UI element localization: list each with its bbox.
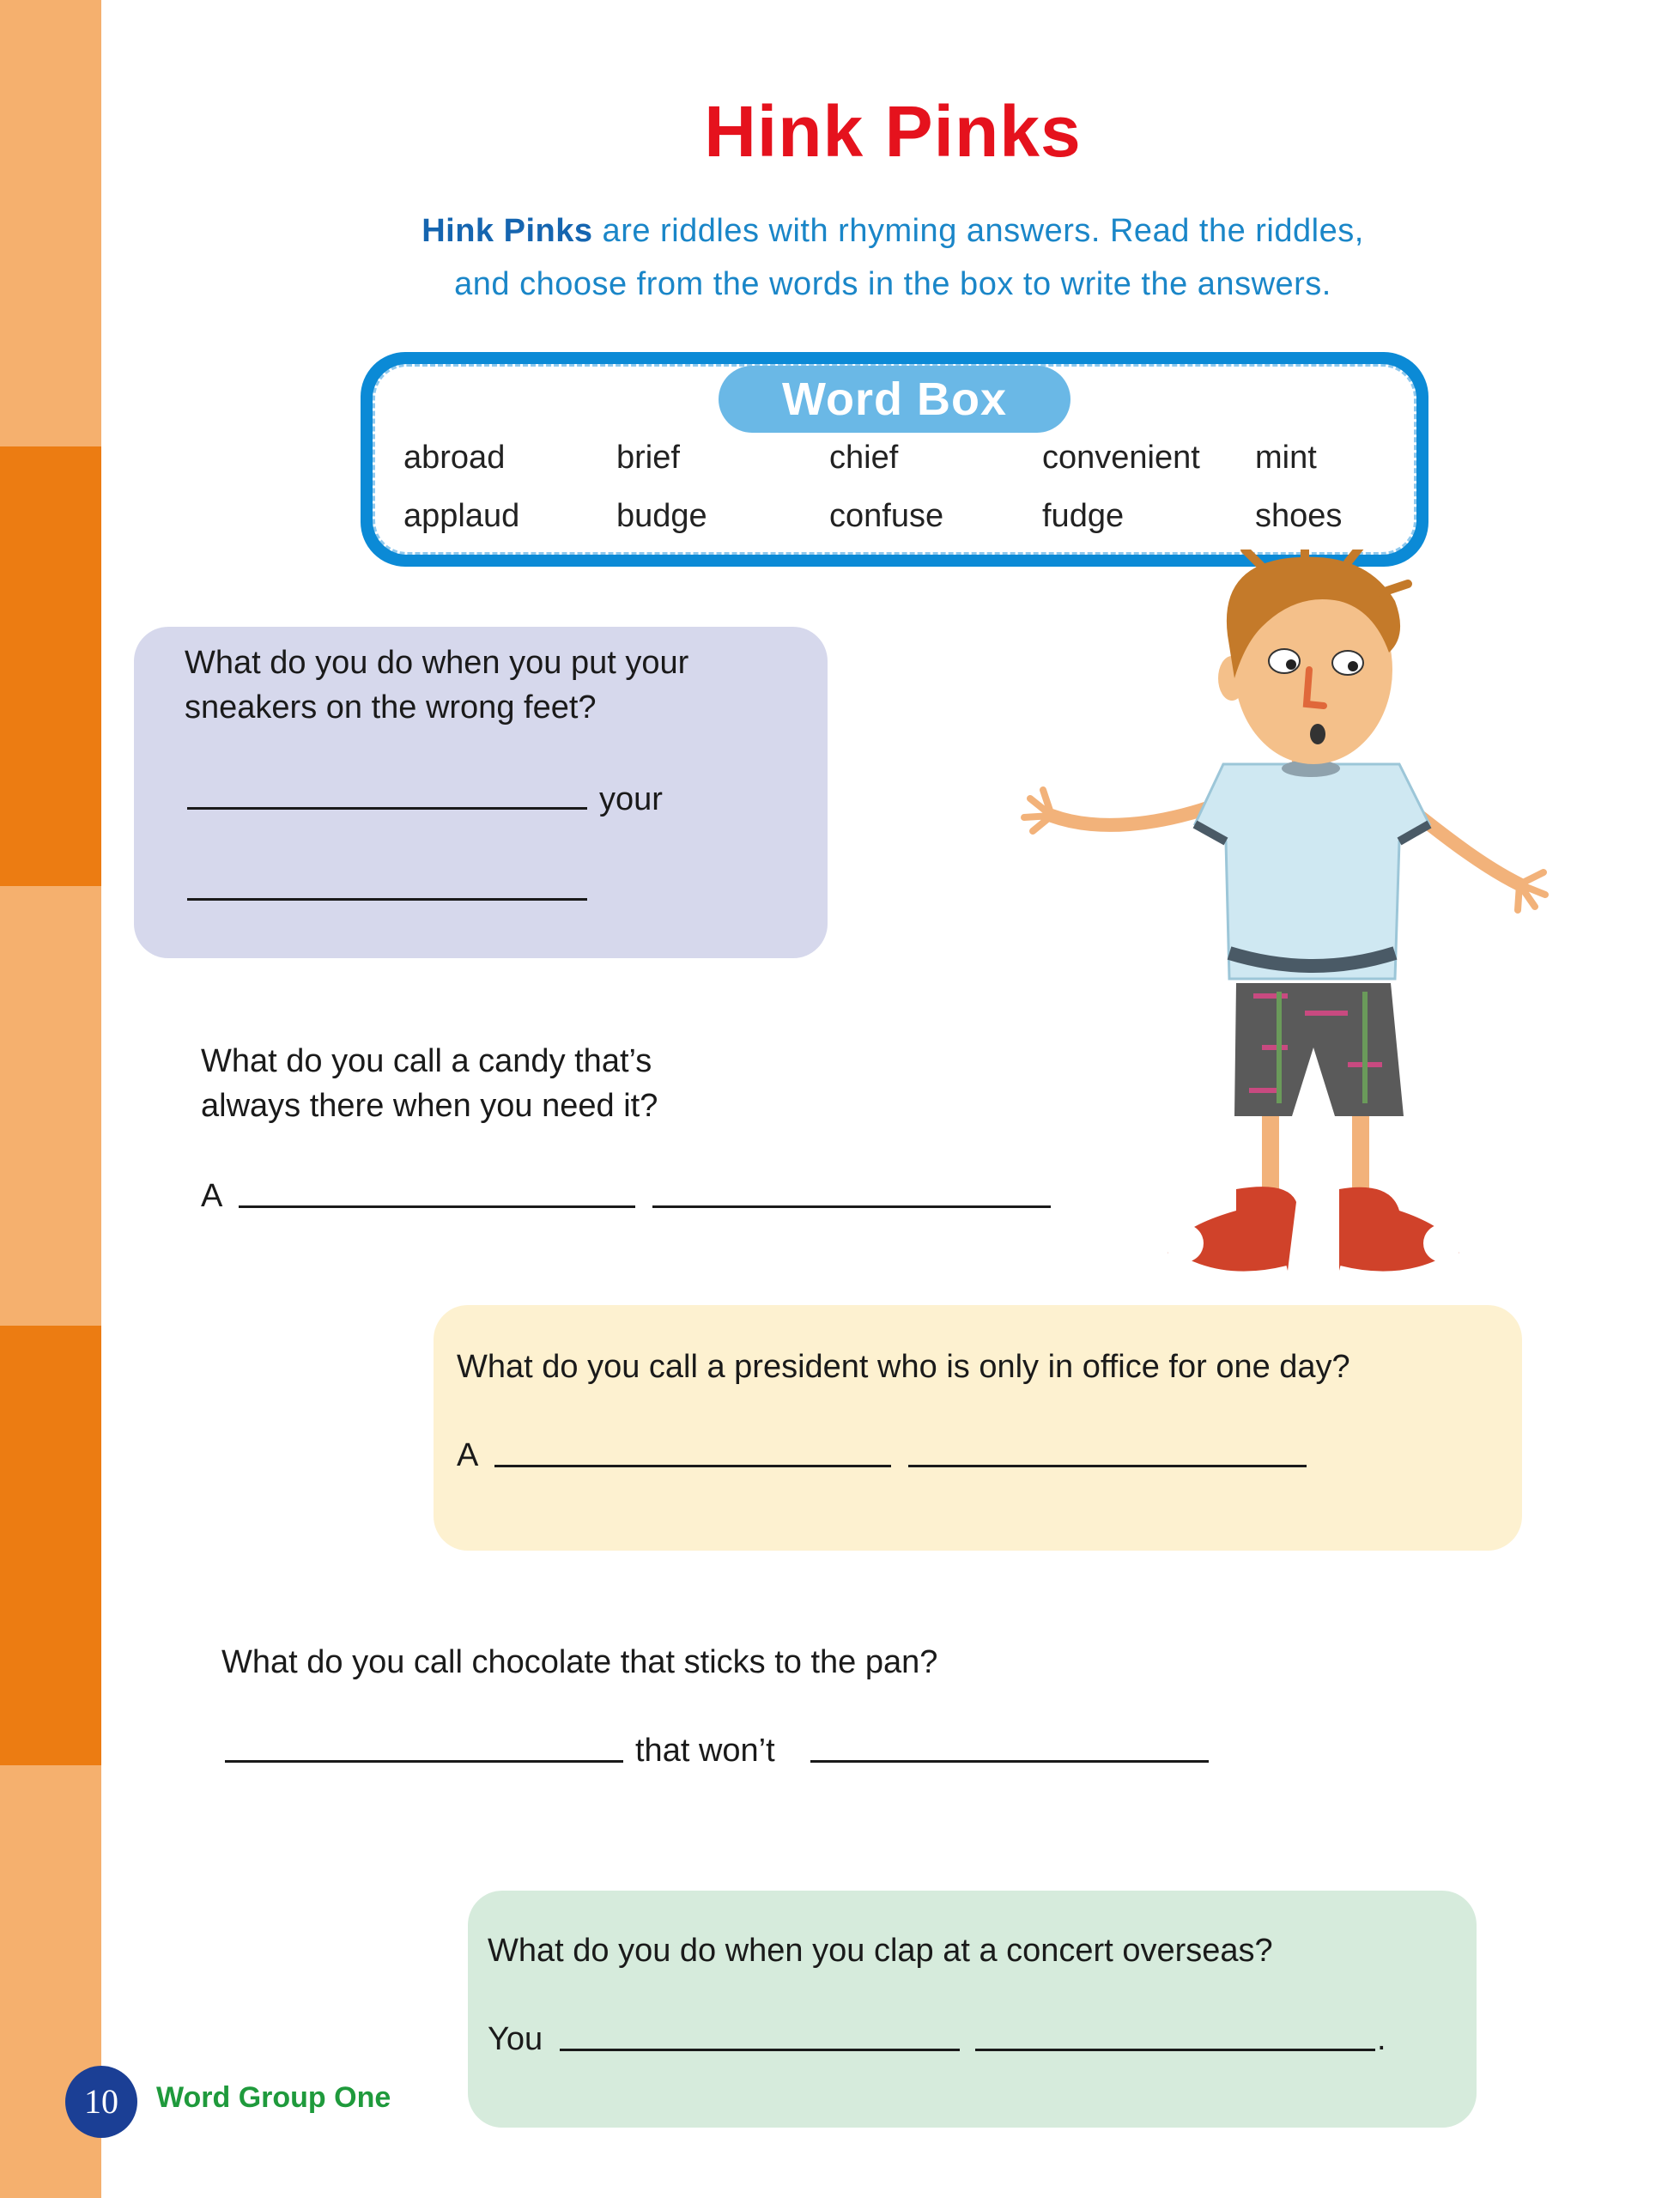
margin-stripe: [0, 886, 101, 1326]
answer-blank[interactable]: [810, 1760, 1209, 1763]
section-label: Word Group One: [156, 2081, 391, 2114]
word-item: applaud: [403, 498, 520, 534]
riddle-1-question: [185, 641, 688, 730]
answer-blank[interactable]: [908, 1465, 1307, 1467]
word-item: budge: [616, 498, 707, 534]
answer-blank[interactable]: [187, 898, 587, 901]
word-item: convenient: [1042, 440, 1200, 476]
word-item: shoes: [1255, 498, 1343, 534]
answer-blank[interactable]: [494, 1465, 891, 1467]
answer-blank[interactable]: [560, 2049, 960, 2051]
riddle-5-question: What do you do when you clap at a concert overseas?: [488, 1933, 1273, 1969]
riddle-2-question: [201, 1039, 658, 1128]
riddle-3-prefix: A: [457, 1437, 479, 1473]
margin-stripe: [0, 1326, 101, 1765]
margin-stripe: [0, 0, 101, 446]
answer-blank[interactable]: [652, 1205, 1051, 1208]
word-box: [361, 352, 1428, 567]
riddle-box-3: [434, 1305, 1522, 1551]
riddle-2-prefix: A: [201, 1178, 223, 1214]
word-item: fudge: [1042, 498, 1125, 534]
riddle-1-line2: sneakers on the wrong feet?: [185, 689, 597, 726]
answer-blank[interactable]: [239, 1205, 635, 1208]
page-title: Hink Pinks: [704, 91, 1082, 172]
riddle-4-question: What do you call chocolate that sticks to the pan?: [221, 1644, 938, 1680]
word-box-grid: [403, 438, 1416, 536]
riddle-5-period: .: [1377, 2021, 1386, 2057]
intro-line2: and choose from the words in the box to write the answers.: [454, 266, 1331, 302]
intro-text: [326, 204, 1459, 311]
word-box-label: Word Box: [719, 366, 1070, 433]
riddle-2-line2: always there when you need it?: [201, 1088, 658, 1124]
word-item: abroad: [403, 440, 506, 476]
word-item: confuse: [829, 498, 944, 534]
word-item: brief: [616, 440, 680, 476]
word-item: mint: [1255, 440, 1317, 476]
intro-line1: are riddles with rhyming answers. Read the riddles,: [592, 213, 1364, 249]
answer-blank[interactable]: [187, 807, 587, 810]
riddle-5-prefix: You: [488, 2021, 543, 2057]
answer-blank[interactable]: [975, 2049, 1375, 2051]
riddle-2-line1: What do you call a candy that’s: [201, 1043, 652, 1079]
word-item: chief: [829, 440, 899, 476]
boy-illustration: [1004, 550, 1622, 1322]
riddle-1-connector: your: [599, 781, 663, 817]
riddle-3-question: What do you call a president who is only in office for one day?: [457, 1349, 1350, 1385]
riddle-1-line1: What do you do when you put your: [185, 645, 689, 681]
answer-blank[interactable]: [225, 1760, 623, 1763]
page-number: 10: [65, 2066, 137, 2138]
margin-stripe: [0, 446, 101, 886]
riddle-4-connector: that won’t: [635, 1733, 775, 1769]
riddle-box-5: [468, 1891, 1477, 2128]
intro-lead: Hink Pinks: [422, 213, 593, 249]
